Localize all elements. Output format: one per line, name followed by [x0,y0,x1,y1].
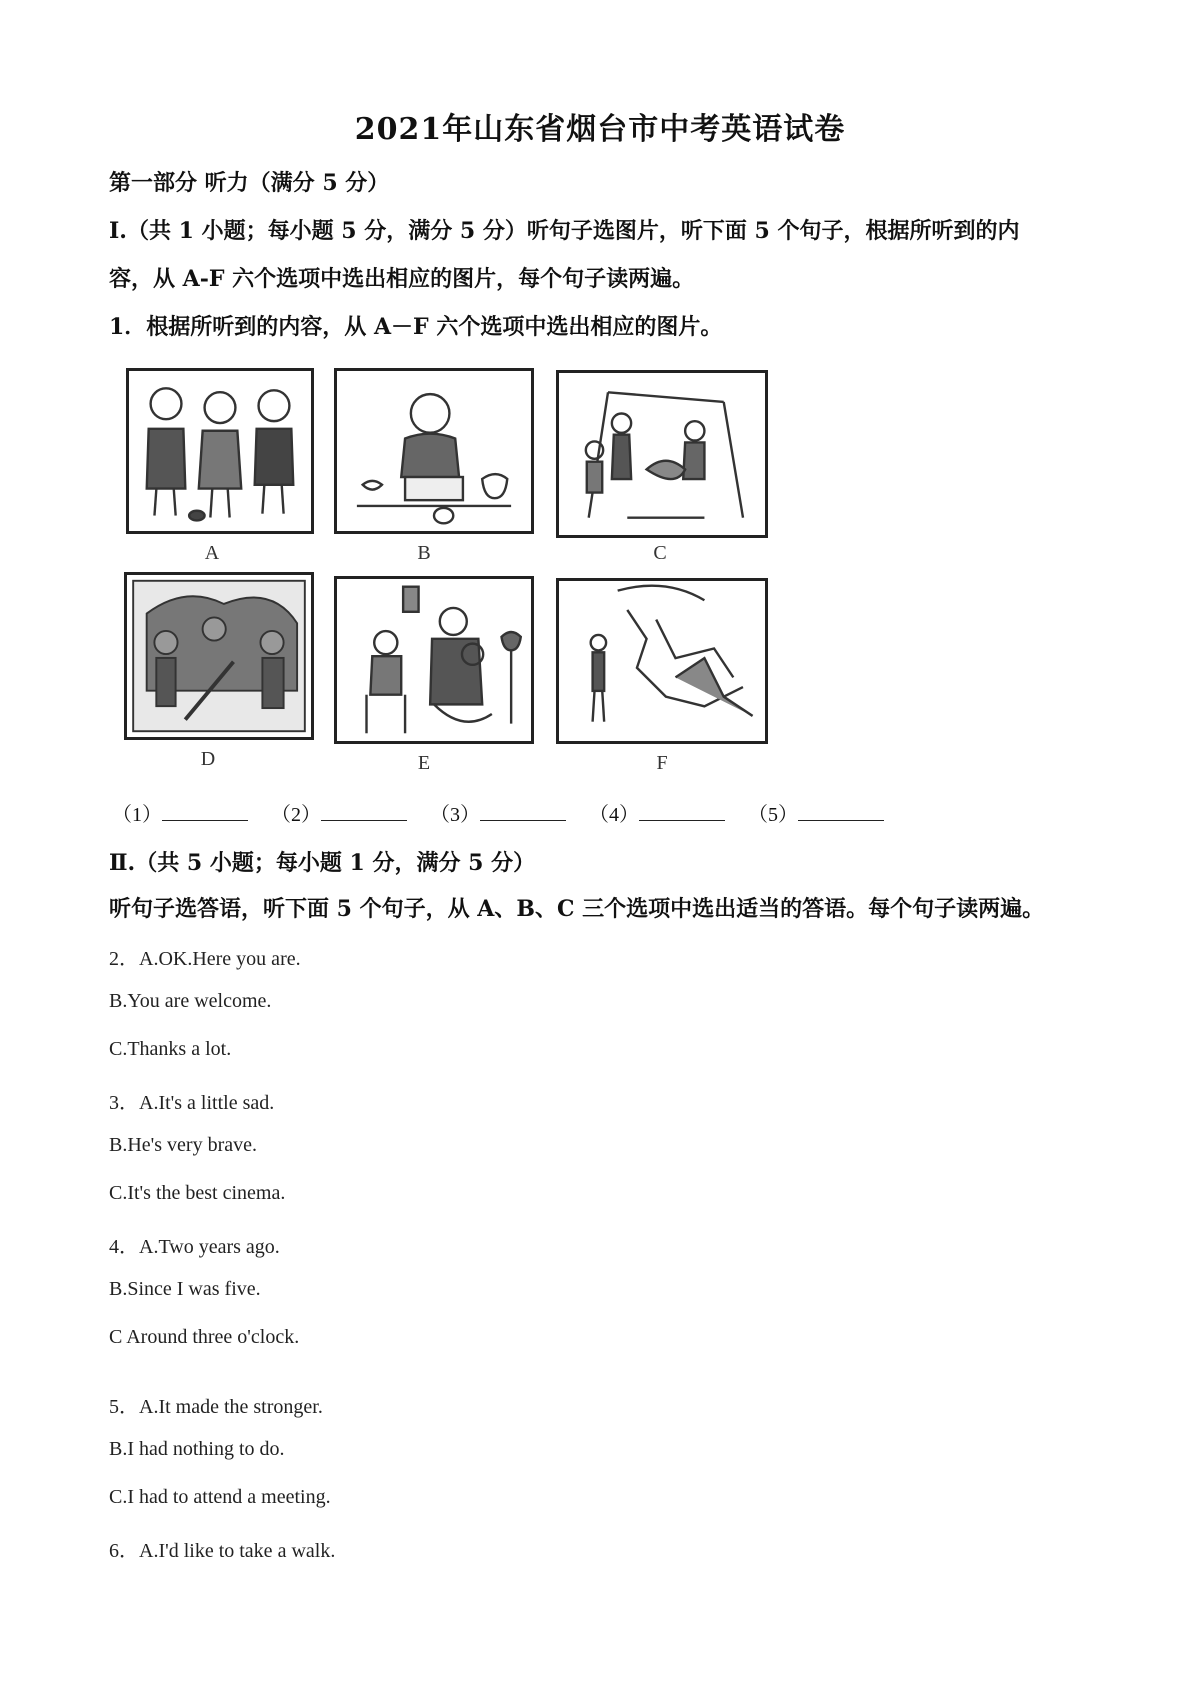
blank-4[interactable] [589,804,725,826]
q3-option-b: B.He's very brave. [109,1134,257,1156]
blank-label-4: （4） [589,804,639,826]
q3-option-c: C.It's the best cinema. [109,1182,286,1204]
q2-option-b: B.You are welcome. [109,990,272,1012]
section2-instruction: 听句子选答语，听下面 5 个句子，从 A、B、C 三个选项中选出适当的答语。每个句子读两遍。 [109,896,1045,922]
q2-option-a: 2．A.OK.Here you are. [109,948,301,970]
blank-5[interactable] [748,804,884,826]
blank-label-3: （3） [430,804,480,826]
man-and-storm-damage-illustration [559,581,765,741]
picture-c-label: C [653,542,667,564]
picture-f [556,578,768,744]
blank-3[interactable] [430,804,566,826]
picture-e [334,576,534,744]
picture-a-label: A [204,542,220,564]
blank-label-1: （1） [112,804,162,826]
girl-with-pottery-illustration [337,371,531,531]
blank-label-5: （5） [748,804,798,826]
blank-label-2: （2） [271,804,321,826]
picture-a [126,368,314,534]
q6-option-a: 6．A.I'd like to take a walk. [109,1540,336,1562]
answer-blanks-row [112,798,902,827]
blank-line-1[interactable] [162,802,248,821]
blank-line-3[interactable] [480,802,566,821]
q4-option-c: C Around three o'clock. [109,1326,300,1348]
picture-b [334,368,534,534]
picture-d-label: D [200,748,216,770]
picture-d [124,572,314,740]
blank-1[interactable] [112,804,248,826]
q2-option-c: C.Thanks a lot. [109,1038,232,1060]
q3-option-a: 3．A.It's a little sad. [109,1092,275,1114]
question-1-prompt: 1．根据所听到的内容，从 A－F 六个选项中选出相应的图片。 [109,314,723,340]
q4-option-a: 4．A.Two years ago. [109,1236,280,1258]
q5-option-c: C.I had to attend a meeting. [109,1486,331,1508]
section2-heading: Ⅱ.（共 5 小题；每小题 1 分，满分 5 分） [109,850,536,876]
section1-instruction-line1: Ⅰ.（共 1 小题；每小题 5 分，满分 5 分）听句子选图片，听下面 5 个句子，根据所听到的内 [109,218,1020,244]
swing-playground-illustration [559,373,765,535]
group-scene-illustration [127,575,311,737]
three-children-illustration [129,371,311,531]
section1-instruction-line2: 容，从 A-F 六个选项中选出相应的图片，每个句子读两遍。 [109,266,695,292]
picture-e-label: E [417,752,431,774]
blank-2[interactable] [271,804,407,826]
picture-b-label: B [417,542,431,564]
q5-option-a: 5．A.It made the stronger. [109,1396,323,1418]
blank-line-5[interactable] [798,802,884,821]
blank-line-2[interactable] [321,802,407,821]
page-title: 2021年山东省烟台市中考英语试卷 [354,112,846,147]
family-sitting-illustration [337,579,531,741]
picture-c [556,370,768,538]
picture-f-label: F [656,752,668,774]
part1-heading: 第一部分 听力（满分 5 分） [109,170,390,196]
q5-option-b: B.I had nothing to do. [109,1438,285,1460]
blank-line-4[interactable] [639,802,725,821]
q4-option-b: B.Since I was five. [109,1278,261,1300]
